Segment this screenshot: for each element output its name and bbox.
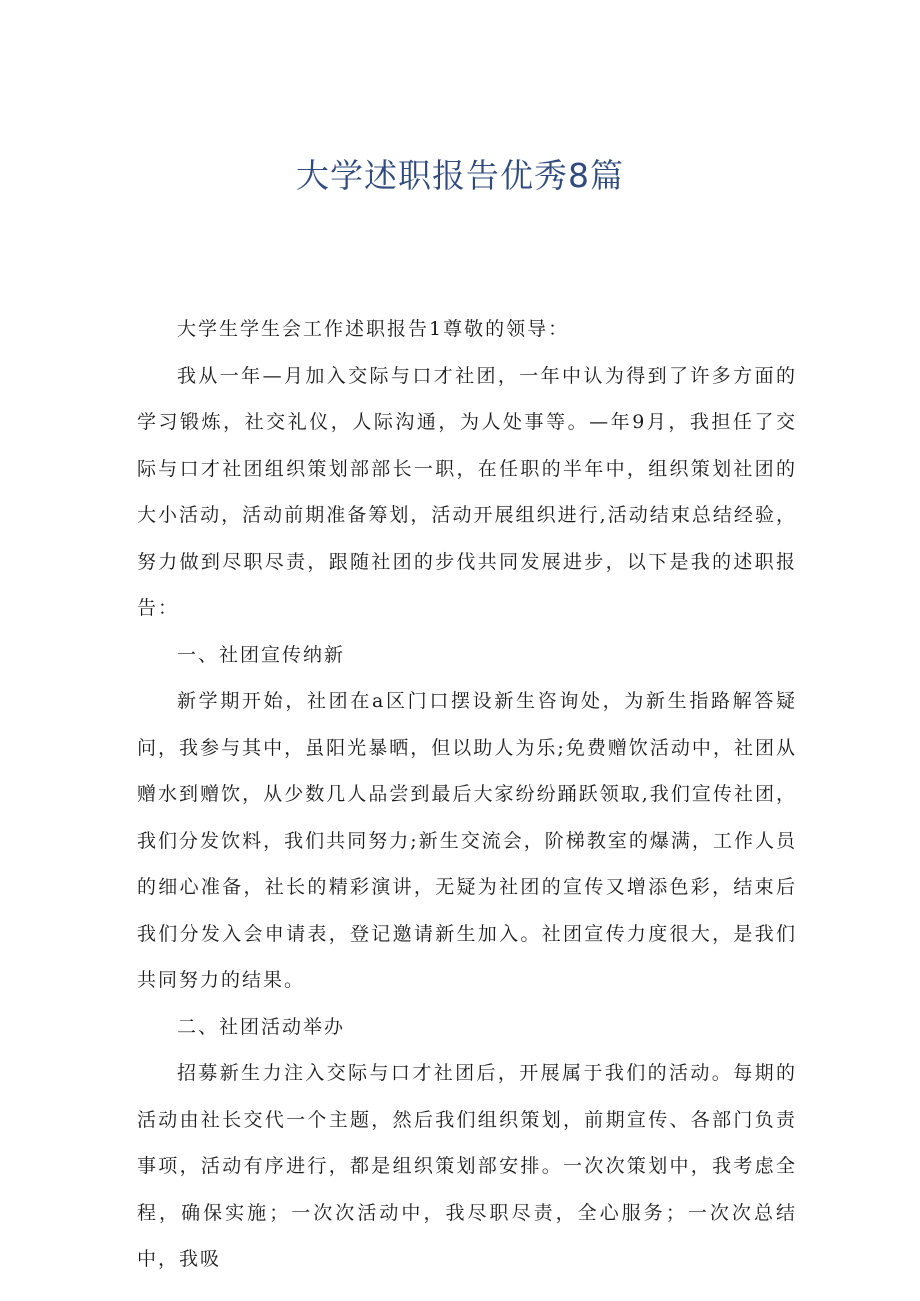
document-title: 大学述职报告优秀8篇 [296,156,624,195]
section-2-paragraph: 招募新生力注入交际与口才社团后，开展属于我们的活动。每期的活动由社长交代一个主题，然后我们组织策划，前期宣传、各部门负责事项，活动有序进行，都是组织策划部安排。一次次策划中，我考虑全程，确保实施；一次次活动中，我尽职尽责，全心服务；一次次总结中，我吸 [137,1062,797,1270]
section-heading-2: 二、社团活动举办 [177,1015,346,1038]
document-body [137,306,797,1283]
salutation-paragraph: 大学生学生会工作述职报告1尊敬的领导： [177,318,570,340]
intro-paragraph: 我从一年—月加入交际与口才社团，一年中认为得到了许多方面的学习锻炼，社交礼仪，人际沟通，为人处事等。—年9月，我担任了交际与口才社团组织策划部部长一职，在任职的半年中，组织策划社团的大小活动，活动前期准备筹划，活动开展组织进行,活动结束总结经验，努力做到尽职尽责，跟随社团的步伐共同发展进步，以下是我的述职报告： [137,364,797,619]
section-1-paragraph: 新学期开始，社团在a区门口摆设新生咨询处，为新生指路解答疑问，我参与其中，虽阳光暴晒，但以助人为乐;免费赠饮活动中，社团从赠水到赠饮，从少数几人品尝到最后大家纷纷踊跃领取,我们宣传社团，我们分发饮料，我们共同努力;新生交流会，阶梯教室的爆满，工作人员的细心准备，社长的精彩演讲，无疑为社团的宣传又增添色彩，结束后我们分发入会申请表，登记邀请新生加入。社团宣传力度很大，是我们共同努力的结果。 [137,690,797,991]
section-heading-1: 一、社团宣传纳新 [177,643,346,666]
